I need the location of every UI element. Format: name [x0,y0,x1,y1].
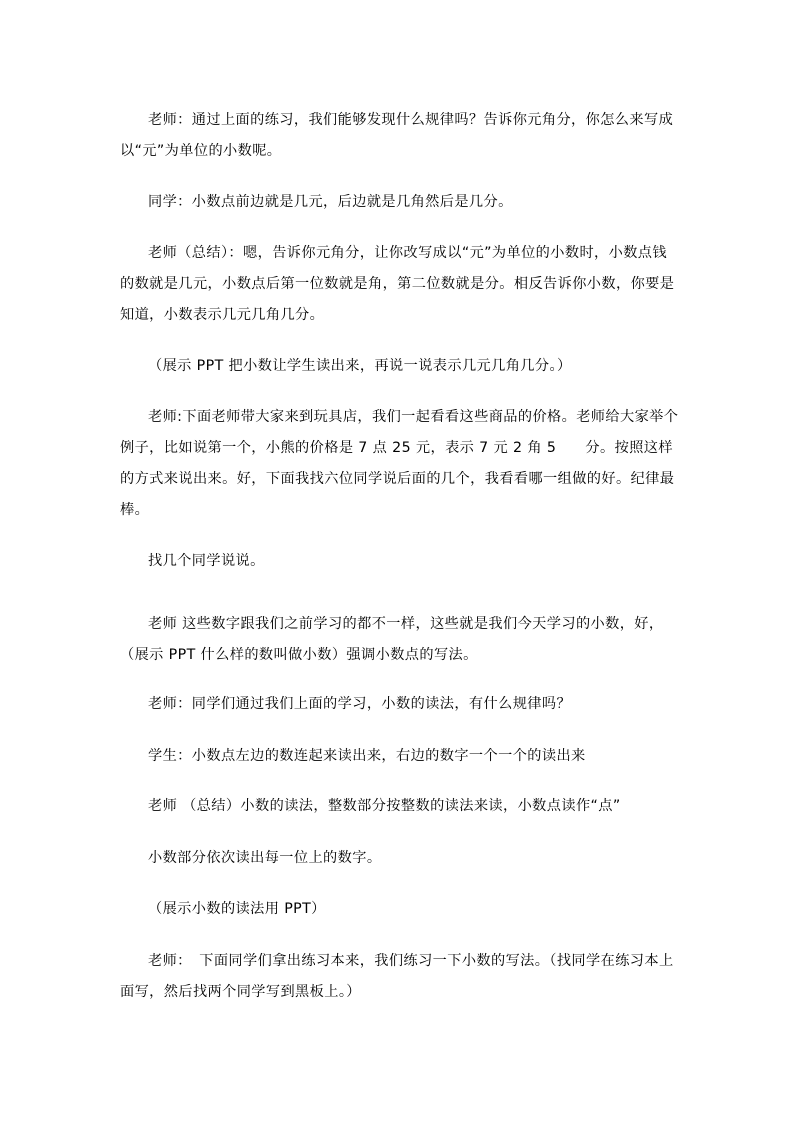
paragraph-student-reading-rule: 学生：小数点左边的数连起来读出来，右边的数字一个一个的读出来 [148,748,586,764]
paragraph-teacher-summary: 老师（总结）：嗯，告诉你元角分，让你改写成以“元”为单位的小数时，小数点钱的数就是几元，小数点后第一位数就是角，第二位数就是分。相反告诉你小数，你要是知道，小数表示几元几角几分。 [120,245,675,323]
paragraph-reading-rule-question: 老师：同学们通过我们上面的学习，小数的读法，有什么规律吗？ [148,696,572,712]
paragraph-decimal-intro: 老师 这些数字跟我们之前学习的都不一样，这些就是我们今天学习的小数，好，（展示 PPT 什么样的数叫做小数）强调小数点的写法。 [120,616,664,663]
paragraph-ask-students: 找几个同学说说。 [148,553,265,569]
paragraph-show-reading-ppt: （展示小数的读法用 PPT） [148,901,326,917]
paragraph-decimal-part-reading: 小数部分依次读出每一位上的数字。 [148,850,382,866]
paragraph-teacher-reading-summary: 老师 （总结）小数的读法，整数部分按整数的读法来读，小数点读作“点” [148,798,621,814]
paragraph-writing-practice: 老师： 下面同学们拿出练习本来，我们练习一下小数的写法。（找同学在练习本上面写，然后找两个同学写到黑板上。） [120,953,674,1000]
paragraph-show-ppt-reading: （展示 PPT 把小数让学生读出来，再说一说表示几元几角几分。） [148,358,572,374]
paragraph-student-answer: 同学：小数点前边就是几元，后边就是几角然后是几分。 [148,194,513,210]
paragraph-teacher-rule-question: 老师：通过上面的练习，我们能够发现什么规律吗？告诉你元角分，你怎么来写成以“元”为单位的小数呢。 [120,112,674,159]
paragraph-toy-store-example: 老师:下面老师带大家来到玩具店，我们一起看看这些商品的价格。老师给大家举个例子，比如说第一个，小熊的价格是 7 点 25 元，表示 7 元 2 角 5 分。按照这样的方式来说出来。好，下面我找六位同学说后面的几个，我看看哪一组做的好。纪律最棒。 [120,409,679,518]
